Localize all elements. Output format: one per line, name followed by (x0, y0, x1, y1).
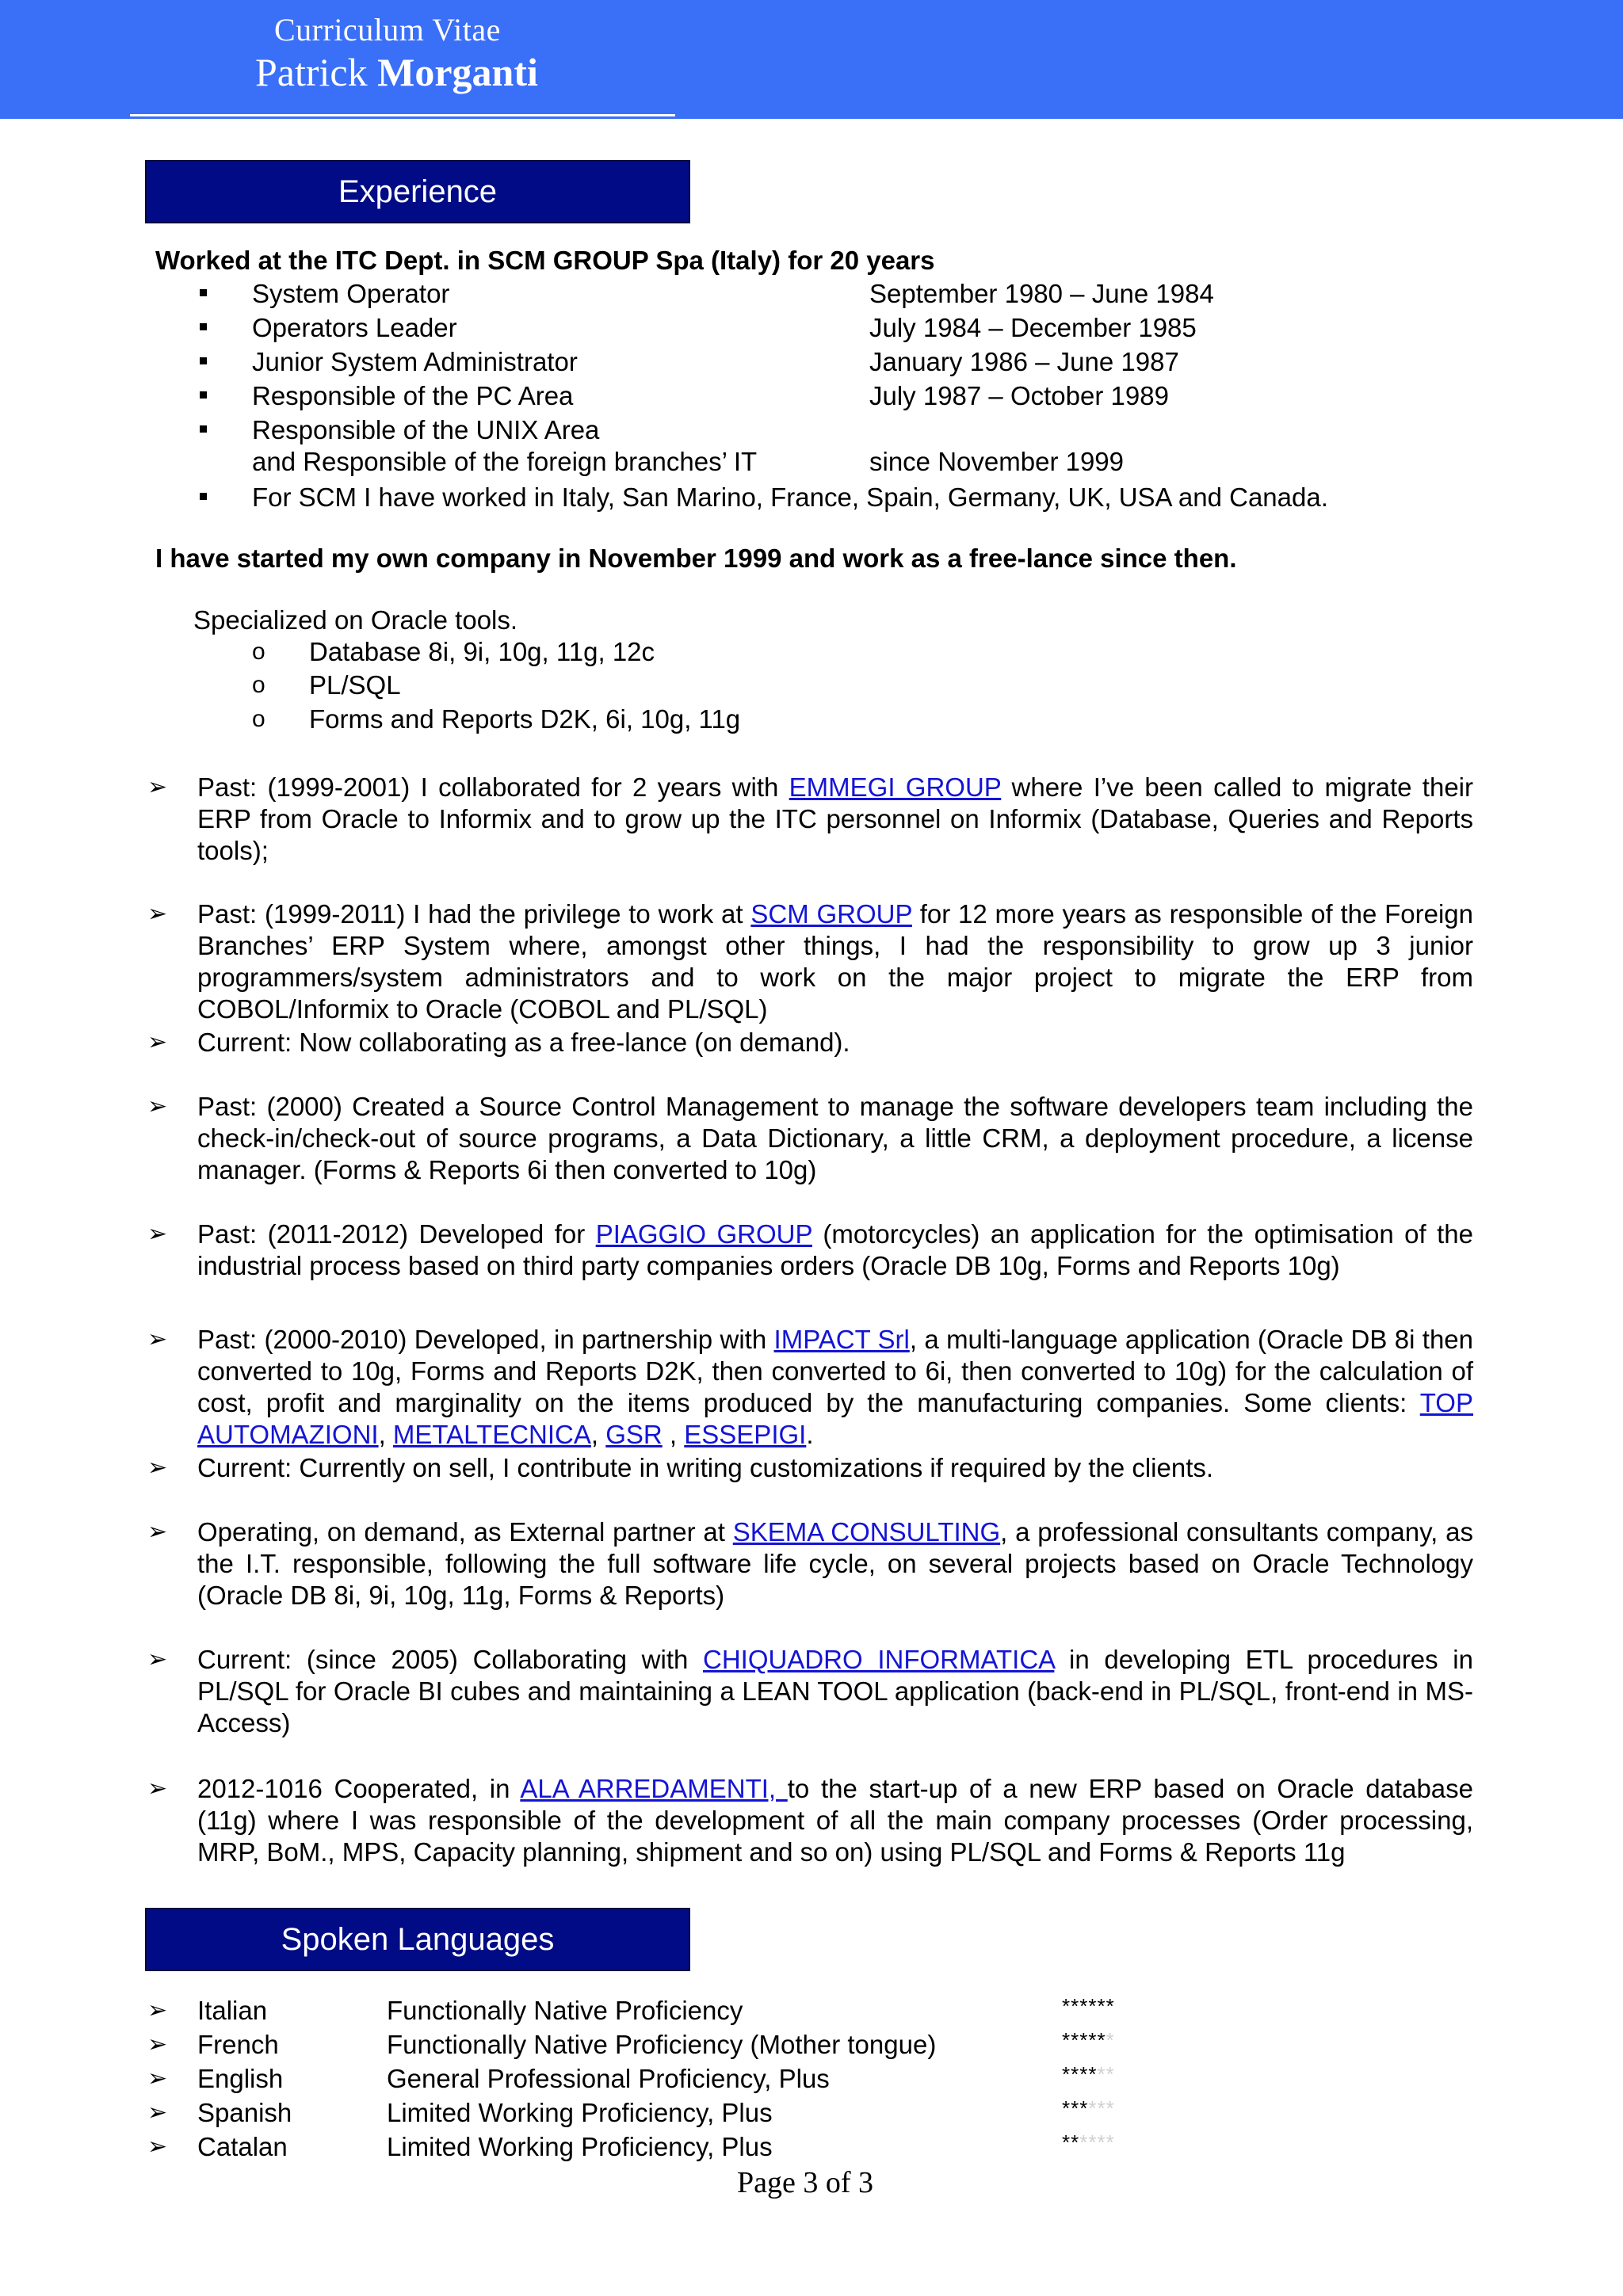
arrow-bullet: ➢ (147, 1326, 168, 1352)
last-name: Morganti (377, 50, 538, 94)
language-stars: ****** (1062, 2062, 1115, 2086)
role-title: Junior System Administrator (252, 347, 578, 376)
bullet-square (200, 391, 207, 399)
first-name: Patrick (255, 50, 368, 94)
person-name (255, 49, 538, 95)
experience-heading-text: Experience (338, 174, 498, 209)
bullet-circle: o (252, 706, 265, 732)
bullet-square (200, 493, 207, 500)
arrow-bullet: ➢ (147, 774, 168, 800)
language-stars: ****** (1062, 2130, 1115, 2154)
link-gsr[interactable]: GSR (605, 1420, 663, 1449)
role-title: System Operator (252, 279, 450, 308)
language-level: Functionally Native Proficiency (Mother tongue) (387, 2030, 937, 2059)
arrow-bullet: ➢ (147, 2031, 168, 2058)
experience-ala: 2012-1016 Cooperated, in ALA ARREDAMENTI, to the start-up of a new ERP based on Oracle database (11g) where I was responsible of the development of all the main company processes (Order processing, MRP, BoM., MPS, Capacity planning, shipment and so on) using PL/SQL and Forms & Reports 11g (197, 1774, 1474, 1867)
language-level: Limited Working Proficiency, Plus (387, 2098, 773, 2127)
arrow-bullet: ➢ (147, 2065, 168, 2092)
role-title: Responsible of the UNIX Area (252, 415, 600, 444)
specialized-text: Specialized on Oracle tools. (193, 605, 518, 635)
arrow-bullet: ➢ (147, 1997, 168, 2023)
link-ala-arredamenti[interactable]: ALA ARREDAMENTI, (520, 1774, 788, 1803)
experience-piaggio: Past: (2011-2012) Developed for PIAGGIO GROUP (motorcycles) an application for the optimisation of the industrial process based on third party companies orders (Oracle DB 10g, Forms and Reports 10g) (197, 1219, 1474, 1280)
bullet-circle: o (252, 672, 265, 698)
experience-heading (147, 162, 689, 222)
arrow-bullet: ➢ (147, 1519, 168, 1545)
bullet-square (200, 323, 207, 330)
language-stars: ****** (1062, 1994, 1115, 2018)
language-level: Functionally Native Proficiency (387, 1996, 743, 2025)
languages-heading-text: Spoken Languages (281, 1921, 555, 1957)
arrow-bullet: ➢ (147, 1029, 168, 1055)
bullet-circle: o (252, 639, 265, 665)
role-period: July 1987 – October 1989 (869, 381, 1169, 410)
arrow-bullet: ➢ (147, 1775, 168, 1802)
bullet-square (200, 357, 207, 364)
experience-source-control: Past: (2000) Created a Source Control Management to manage the software developers team including the check-in/check-out of source programs, a Data Dictionary, a little CRM, a deployment procedure, a license manager. (Forms & Reports 6i then converted to 10g) (197, 1092, 1473, 1184)
language-level: Limited Working Proficiency, Plus (387, 2132, 773, 2161)
link-essepigi[interactable]: ESSEPIGI (684, 1420, 807, 1449)
tool-item: Database 8i, 9i, 10g, 11g, 12c (309, 637, 655, 666)
role-title: and Responsible of the foreign branches’ IT (252, 447, 758, 476)
arrow-bullet: ➢ (147, 2100, 168, 2126)
tool-item: PL/SQL (309, 670, 401, 700)
header-underline (130, 114, 675, 116)
link-metaltecnica[interactable]: METALTECNICA (392, 1420, 591, 1449)
arrow-bullet: ➢ (147, 1221, 168, 1247)
role-period: since November 1999 (869, 447, 1125, 476)
link-piaggio-group[interactable]: PIAGGIO GROUP (595, 1219, 812, 1249)
bullet-square (200, 425, 207, 433)
countries-worked: For SCM I have worked in Italy, San Marino, France, Spain, Germany, UK, USA and Canada. (252, 482, 1328, 512)
page-number: Page 3 of 3 (737, 2166, 874, 2199)
language-name: French (197, 2030, 279, 2059)
arrow-bullet: ➢ (147, 1093, 168, 1119)
link-impact-srl[interactable]: IMPACT Srl (773, 1325, 910, 1354)
arrow-bullet: ➢ (147, 1455, 168, 1481)
tool-item: Forms and Reports D2K, 6i, 10g, 11g (309, 704, 741, 734)
languages-heading (147, 1909, 689, 1970)
language-name: English (197, 2064, 284, 2093)
experience-scm: Past: (1999-2011) I had the privilege to work at SCM GROUP for 12 more years as responsible of the Foreign Branches’ ERP System where, amongst other things, I had the responsibility to grow up 3 junior programmers/system administrators and to work on the major project to migrate the ERP from COBOL/Informix to Oracle (COBOL and PL/SQL) (197, 899, 1474, 1024)
arrow-bullet: ➢ (147, 2134, 168, 2160)
experience-skema: Operating, on demand, as External partner at SKEMA CONSULTING, a professional consultants company, as the I.T. responsible, following the full software life cycle, on several projects based on Oracle Technology (Oracle DB 8i, 9i, 10g, 11g, Forms & Reports) (197, 1517, 1473, 1610)
scm-intro: Worked at the ITC Dept. in SCM GROUP Spa (Italy) for 20 years (155, 246, 935, 275)
link-scm-group[interactable]: SCM GROUP (750, 899, 912, 929)
role-period: January 1986 – June 1987 (869, 347, 1179, 376)
language-stars: ****** (1062, 2028, 1115, 2052)
language-name: Catalan (197, 2132, 288, 2161)
link-top-automazioni[interactable]: TOP AUTOMAZIONI (197, 1388, 1473, 1449)
role-period: July 1984 – December 1985 (869, 313, 1197, 342)
language-stars: ****** (1062, 2096, 1115, 2120)
experience-current-freelance: Current: Now collaborating as a free-lance (on demand). (197, 1028, 850, 1057)
experience-impact: Past: (2000-2010) Developed, in partnership with IMPACT Srl, a multi-language application (Oracle DB 8i then converted to 10g, Forms and Reports D2K, then converted to 6i, then converted to 10g) for the calculation of cost, profit and marginality on the items produced by the manufacturing companies. Some clients: TOP AUTOMAZIONI, METALTECNICA, GSR , ESSEPIGI. (197, 1325, 1474, 1449)
link-emmegi-group[interactable]: EMMEGI GROUP (789, 772, 1002, 802)
language-name: Italian (197, 1996, 268, 2025)
bullet-square (200, 289, 207, 296)
freelance-intro: I have started my own company in November 1999 and work as a free-lance since then. (155, 543, 1237, 573)
experience-chiquadro: Current: (since 2005) Collaborating with CHIQUADRO INFORMATICA in developing ETL procedures in PL/SQL for Oracle BI cubes and maintaining a LEAN TOOL application (back-end in PL/SQL, front-end in MS-Access) (197, 1645, 1473, 1737)
link-skema-consulting[interactable]: SKEMA CONSULTING (732, 1517, 1001, 1547)
arrow-bullet: ➢ (147, 901, 168, 927)
header-banner (0, 0, 1623, 119)
link-chiquadro-informatica[interactable]: CHIQUADRO INFORMATICA (703, 1645, 1055, 1674)
role-title: Responsible of the PC Area (252, 381, 574, 410)
document-type: Curriculum Vitae (274, 12, 501, 48)
experience-current-sell: Current: Currently on sell, I contribute in writing customizations if required by the clients. (197, 1453, 1214, 1482)
arrow-bullet: ➢ (147, 1646, 168, 1672)
experience-emmegi: Past: (1999-2001) I collaborated for 2 years with EMMEGI GROUP where I’ve been called to migrate their ERP from Oracle to Informix and to grow up the ITC personnel on Informix (Database, Queries and Reports tools); (197, 772, 1473, 865)
language-name: Spanish (197, 2098, 292, 2127)
role-period: September 1980 – June 1984 (869, 279, 1214, 308)
role-title: Operators Leader (252, 313, 457, 342)
language-level: General Professional Proficiency, Plus (387, 2064, 830, 2093)
